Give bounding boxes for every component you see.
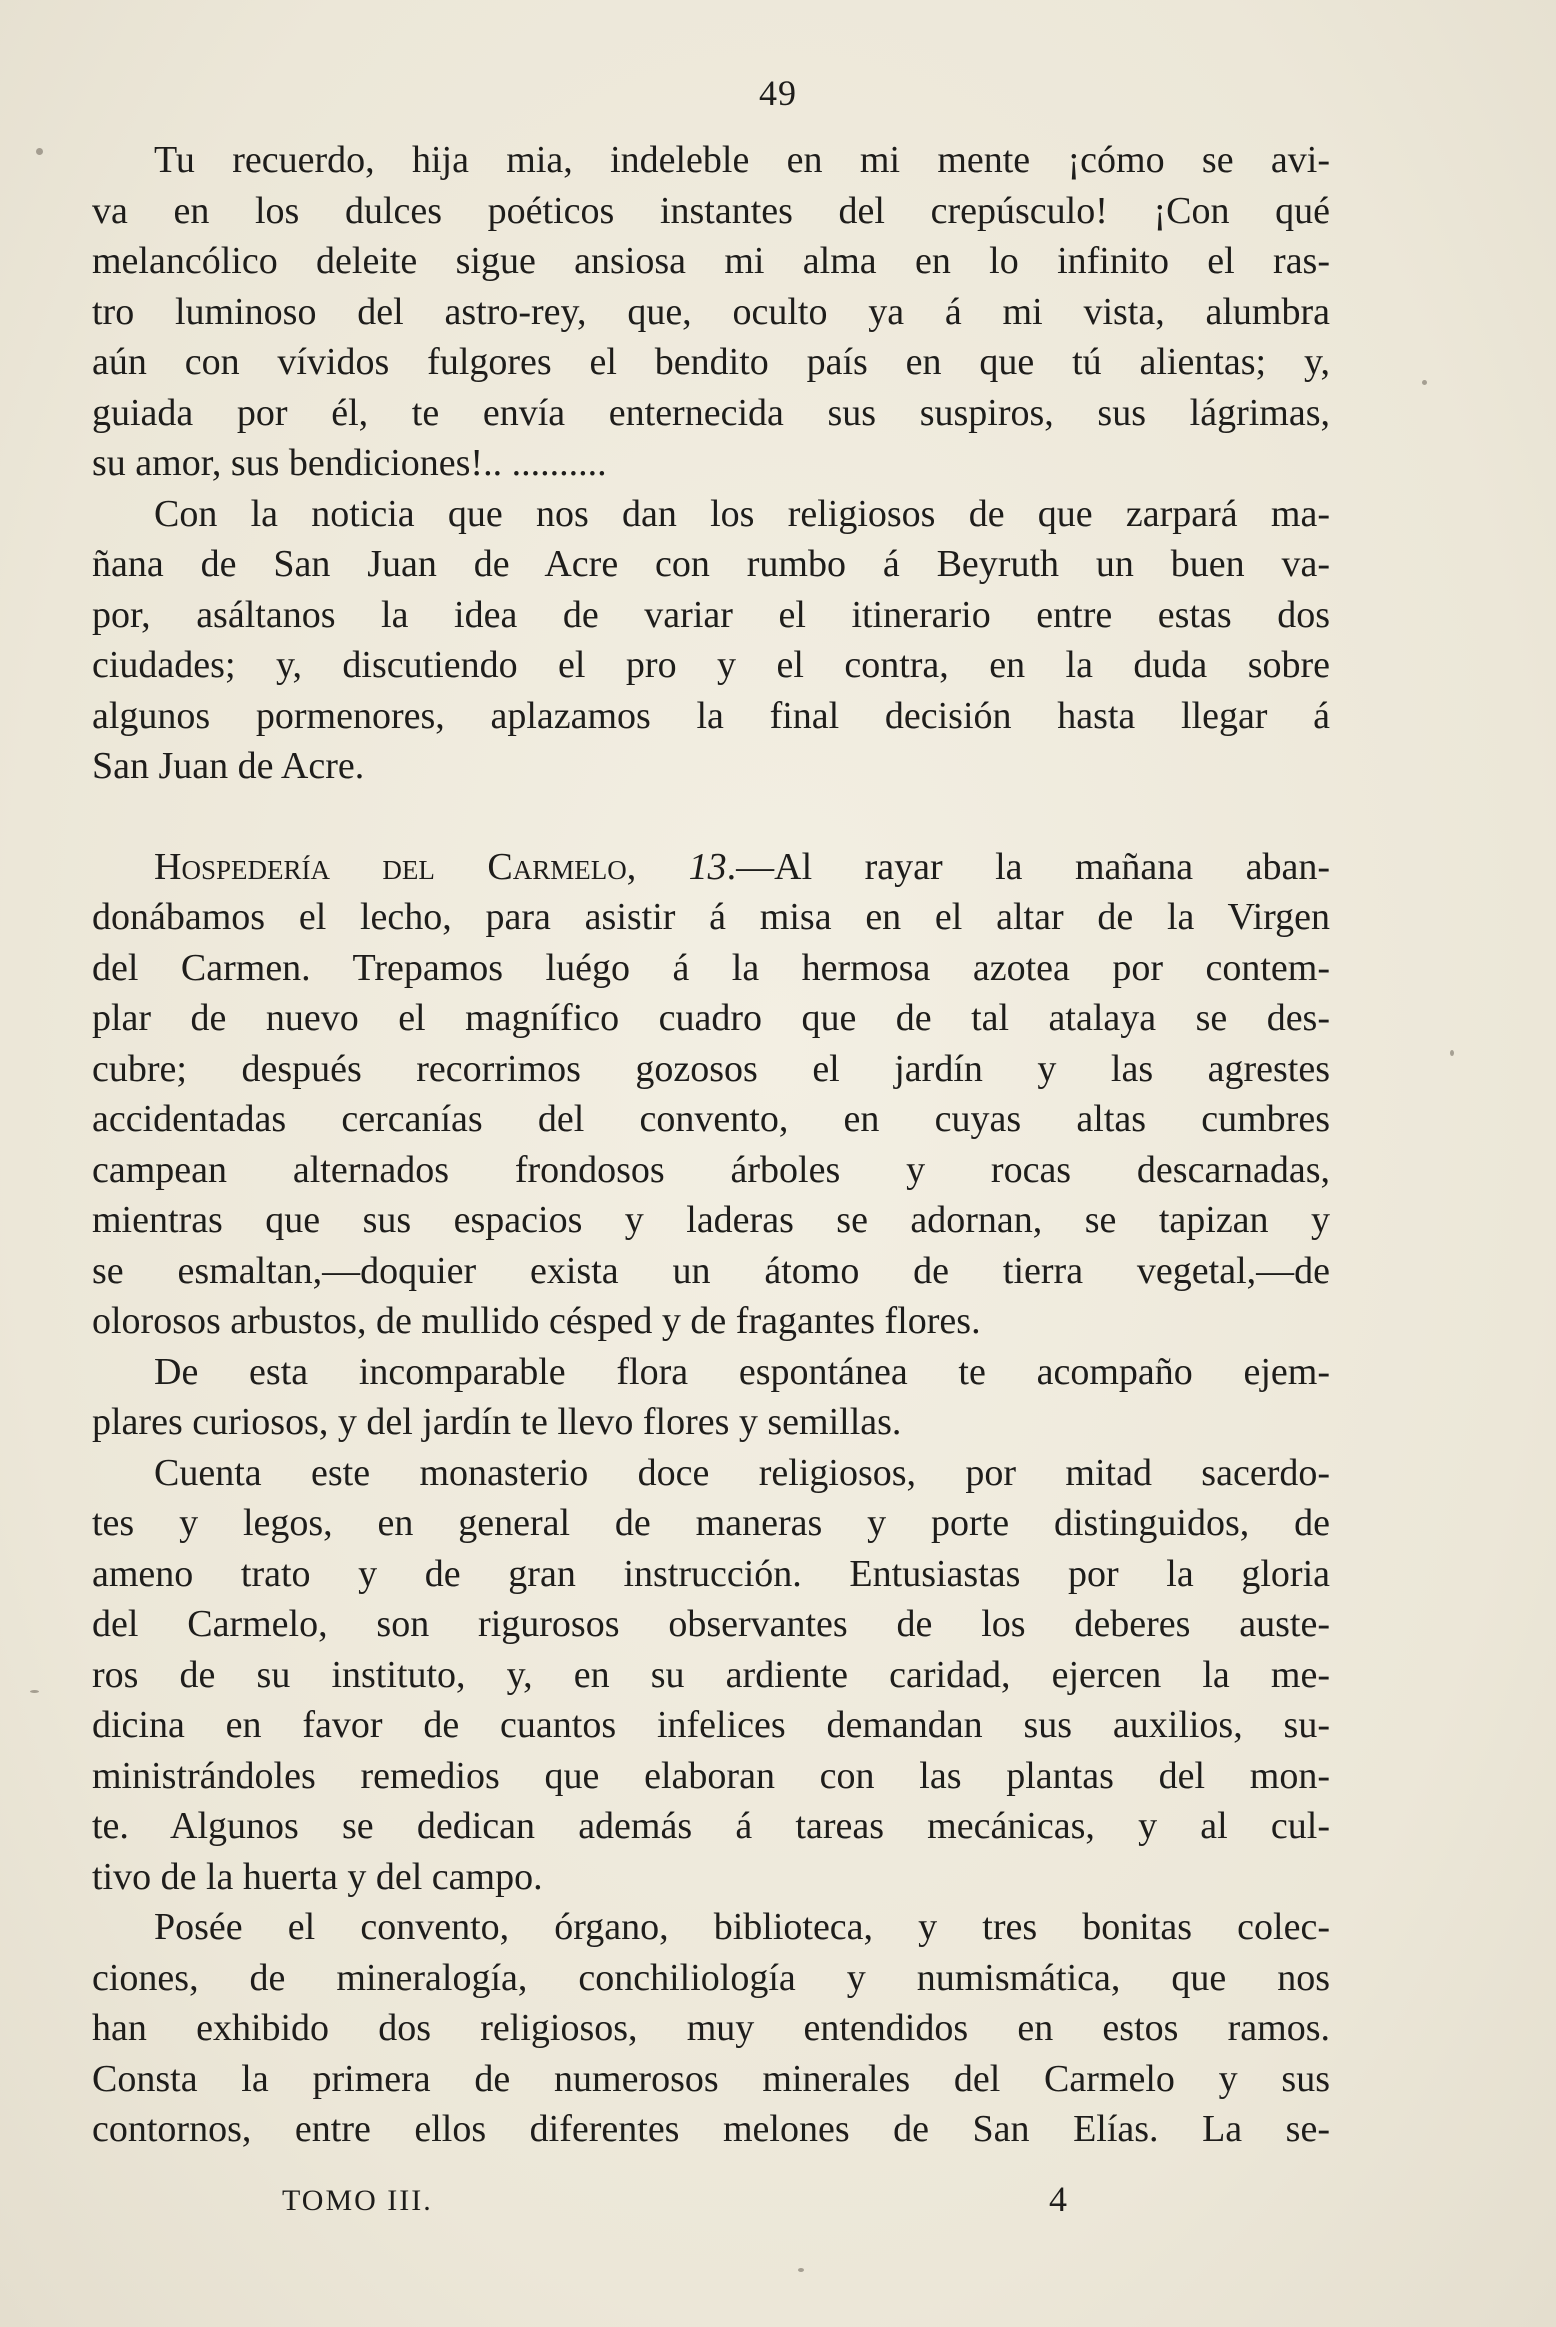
text-line: del Carmen. Trepamos luégo á la hermosa azotea por contem- (92, 946, 1330, 989)
entry-date: 13 (688, 845, 727, 888)
text-line: del Carmelo, son rigurosos observantes de los deberes auste- (92, 1603, 1330, 1645)
text-line: tivo de la huerta y del campo. (92, 1855, 543, 1898)
text-line: te. Algunos se dedican además á tareas mecánicas, y al cul- (92, 1805, 1330, 1847)
text-line: cubre; después recorrimos gozosos el jardín y las agrestes (92, 1047, 1330, 1090)
paragraph (92, 135, 1330, 489)
text-line: contornos, entre ellos diferentes melones de San Elías. La se- (92, 2108, 1330, 2150)
section-gap (92, 792, 1330, 842)
text-line: Consta la primera de numerosos minerales del Carmelo y sus (92, 2057, 1330, 2100)
text-line: De esta incomparable flora espontánea te acompaño ejem- (154, 1350, 1330, 1393)
text-line: Cuenta este monasterio doce religiosos, por mitad sacerdo- (154, 1451, 1330, 1494)
text-line: tro luminoso del astro-rey, que, oculto ya á mi vista, alumbra (92, 290, 1330, 333)
paragraph (92, 1902, 1330, 2155)
text-line: ñana de San Juan de Acre con rumbo á Beyruth un buen va- (92, 543, 1330, 585)
paper-speck (1450, 1050, 1454, 1056)
text-line: por, asáltanos la idea de variar el itinerario entre estas dos (92, 593, 1330, 636)
dated-entry (92, 842, 1330, 1347)
text-line: va en los dulces poéticos instantes del crepúsculo! ¡Con qué (92, 189, 1330, 232)
text-line: San Juan de Acre. (92, 745, 365, 787)
paper-speck (798, 2268, 804, 2272)
paper-speck (30, 1690, 39, 1693)
text-line: Tu recuerdo, hija mia, indeleble en mi mente ¡cómo se avi- (154, 139, 1330, 181)
text-line: Posée el convento, órgano, biblioteca, y tres bonitas colec- (154, 1906, 1330, 1948)
text-line: guiada por él, te envía enternecida sus suspiros, sus lágrimas, (92, 391, 1330, 434)
text-line: se esmaltan,—doquier exista un átomo de tierra vegetal,—de (92, 1249, 1330, 1292)
text-line: accidentadas cercanías del convento, en cuyas altas cumbres (92, 1098, 1330, 1140)
signature-mark: 4 (1049, 2179, 1067, 2219)
text-line: Con la noticia que nos dan los religiosos de que zarpará ma- (154, 492, 1330, 535)
page-number: 49 (759, 73, 797, 113)
text-line: ameno trato y de gran instrucción. Entusiastas por la gloria (92, 1552, 1330, 1595)
text-line: ministrándoles remedios que elaboran con las plantas del mon- (92, 1754, 1330, 1797)
text-line: aún con vívidos fulgores el bendito país en que tú alientas; y, (92, 341, 1330, 383)
text-line: plares curiosos, y del jardín te llevo flores y semillas. (92, 1401, 902, 1443)
text-line: mientras que sus espacios y laderas se adornan, se tapizan y (92, 1199, 1330, 1241)
paragraph (92, 1347, 1330, 1448)
entry-first-line (92, 842, 1330, 893)
paragraph (92, 1448, 1330, 1903)
text-line: han exhibido dos religiosos, muy entendidos en estos ramos. (92, 2007, 1330, 2049)
text-line: campean alternados frondosos árboles y rocas descarnadas, (92, 1148, 1330, 1191)
text-line: donábamos el lecho, para asistir á misa en el altar de la Virgen (92, 896, 1330, 938)
text-line: su amor, sus bendiciones!.. .......... (92, 442, 607, 484)
entry-first-line-rest: .—Al rayar la mañana aban- (726, 845, 1331, 888)
paper-speck (1422, 380, 1427, 385)
text-line: ciones, de mineralogía, conchiliología y numismática, que nos (92, 1956, 1330, 1999)
text-line: melancólico deleite sigue ansiosa mi alma en lo infinito el ras- (92, 240, 1330, 282)
text-line: algunos pormenores, aplazamos la final decisión hasta llegar á (92, 694, 1330, 737)
text-line: olorosos arbustos, de mullido césped y de fragantes flores. (92, 1300, 981, 1342)
text-line: ciudades; y, discutiendo el pro y el contra, en la duda sobre (92, 644, 1330, 686)
text-line: plar de nuevo el magnífico cuadro que de tal atalaya se des- (92, 997, 1330, 1039)
volume-label: TOMO III. (282, 2184, 433, 2217)
text-line: tes y legos, en general de maneras y porte distinguidos, de (92, 1502, 1330, 1544)
text-line: ros de su instituto, y, en su ardiente caridad, ejercen la me- (92, 1653, 1330, 1696)
body-text (92, 135, 1330, 2155)
text-line: dicina en favor de cuantos infelices demandan sus auxilios, su- (92, 1704, 1330, 1746)
entry-heading: Hospedería del Carmelo, (154, 845, 637, 888)
paragraph (92, 489, 1330, 792)
paper-speck (36, 148, 43, 155)
